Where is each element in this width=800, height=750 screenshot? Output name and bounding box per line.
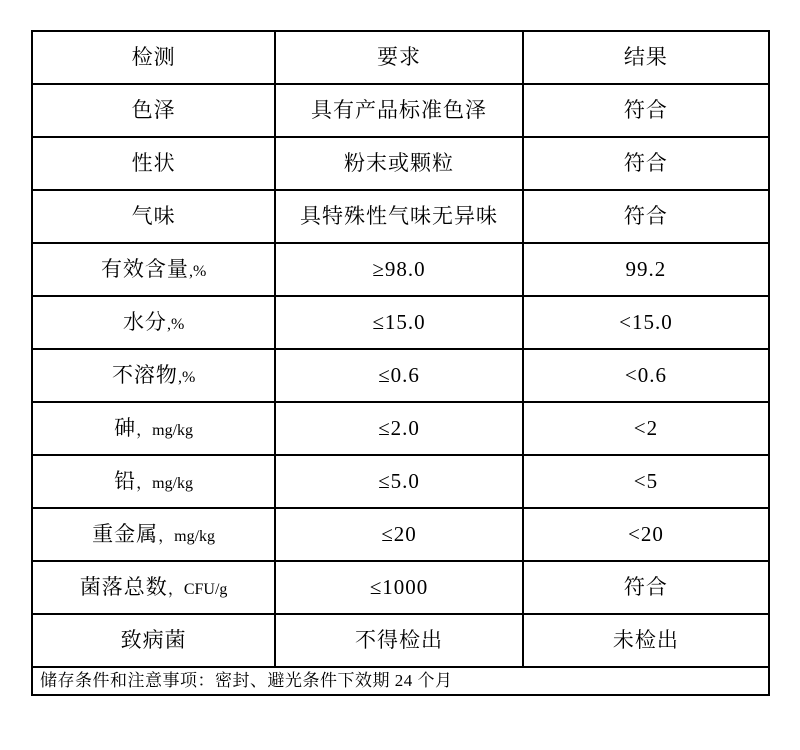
cell-result: <15.0 <box>523 296 769 349</box>
column-header-requirement: 要求 <box>275 31 523 84</box>
table-row <box>32 508 769 561</box>
test-label: 色泽 <box>131 97 176 122</box>
cell-result: <20 <box>523 508 769 561</box>
test-unit: ，mg/kg <box>136 474 194 492</box>
column-header-test: 检测 <box>32 31 275 84</box>
test-unit: ,% <box>177 368 196 386</box>
cell-requirement: ≤2.0 <box>275 402 523 455</box>
test-label: 菌落总数 <box>79 574 168 599</box>
cell-test <box>32 190 275 243</box>
cell-requirement: 粉末或颗粒 <box>275 137 523 190</box>
test-unit: ,% <box>188 262 207 280</box>
table-row <box>32 84 769 137</box>
inspection-table <box>31 30 770 696</box>
table-row <box>32 402 769 455</box>
table-row <box>32 561 769 614</box>
cell-test <box>32 349 275 402</box>
cell-test <box>32 508 275 561</box>
test-unit: ，mg/kg <box>158 527 216 545</box>
cell-requirement: 具特殊性气味无异味 <box>275 190 523 243</box>
cell-test <box>32 243 275 296</box>
cell-result: 符合 <box>523 137 769 190</box>
cell-result: 99.2 <box>523 243 769 296</box>
cell-requirement: ≤20 <box>275 508 523 561</box>
cell-requirement: ≤15.0 <box>275 296 523 349</box>
table-row <box>32 614 769 667</box>
test-label: 有效含量 <box>100 256 189 281</box>
cell-requirement: ≤1000 <box>275 561 523 614</box>
test-label: 砷 <box>114 415 137 440</box>
table-row <box>32 296 769 349</box>
cell-test <box>32 296 275 349</box>
cell-test <box>32 137 275 190</box>
test-label: 性状 <box>131 150 176 175</box>
cell-result: <2 <box>523 402 769 455</box>
cell-result: <0.6 <box>523 349 769 402</box>
test-label: 致病菌 <box>120 627 187 652</box>
test-label: 不溶物 <box>111 362 178 387</box>
test-label: 水分 <box>122 309 167 334</box>
test-label: 气味 <box>131 203 176 228</box>
cell-result: <5 <box>523 455 769 508</box>
cell-result: 符合 <box>523 561 769 614</box>
column-header-result: 结果 <box>523 31 769 84</box>
cell-test <box>32 614 275 667</box>
cell-requirement: 不得检出 <box>275 614 523 667</box>
cell-requirement: ≤0.6 <box>275 349 523 402</box>
cell-test <box>32 455 275 508</box>
storage-note: 储存条件和注意事项：密封、避光条件下效期 24 个月 <box>32 667 769 695</box>
table-row <box>32 190 769 243</box>
cell-requirement: 具有产品标准色泽 <box>275 84 523 137</box>
cell-test <box>32 84 275 137</box>
cell-result: 符合 <box>523 190 769 243</box>
cell-result: 符合 <box>523 84 769 137</box>
table-header-row <box>32 31 769 84</box>
test-unit: ，mg/kg <box>136 421 194 439</box>
cell-test <box>32 561 275 614</box>
test-unit: ,% <box>166 315 185 333</box>
test-unit: ，CFU/g <box>167 580 228 598</box>
test-label: 铅 <box>114 468 137 493</box>
table-row <box>32 137 769 190</box>
cell-requirement: ≥98.0 <box>275 243 523 296</box>
cell-result: 未检出 <box>523 614 769 667</box>
table-row <box>32 243 769 296</box>
table-row <box>32 349 769 402</box>
table-row <box>32 455 769 508</box>
test-label: 重金属 <box>92 521 159 546</box>
cell-requirement: ≤5.0 <box>275 455 523 508</box>
cell-test <box>32 402 275 455</box>
table-footer-row <box>32 667 769 695</box>
